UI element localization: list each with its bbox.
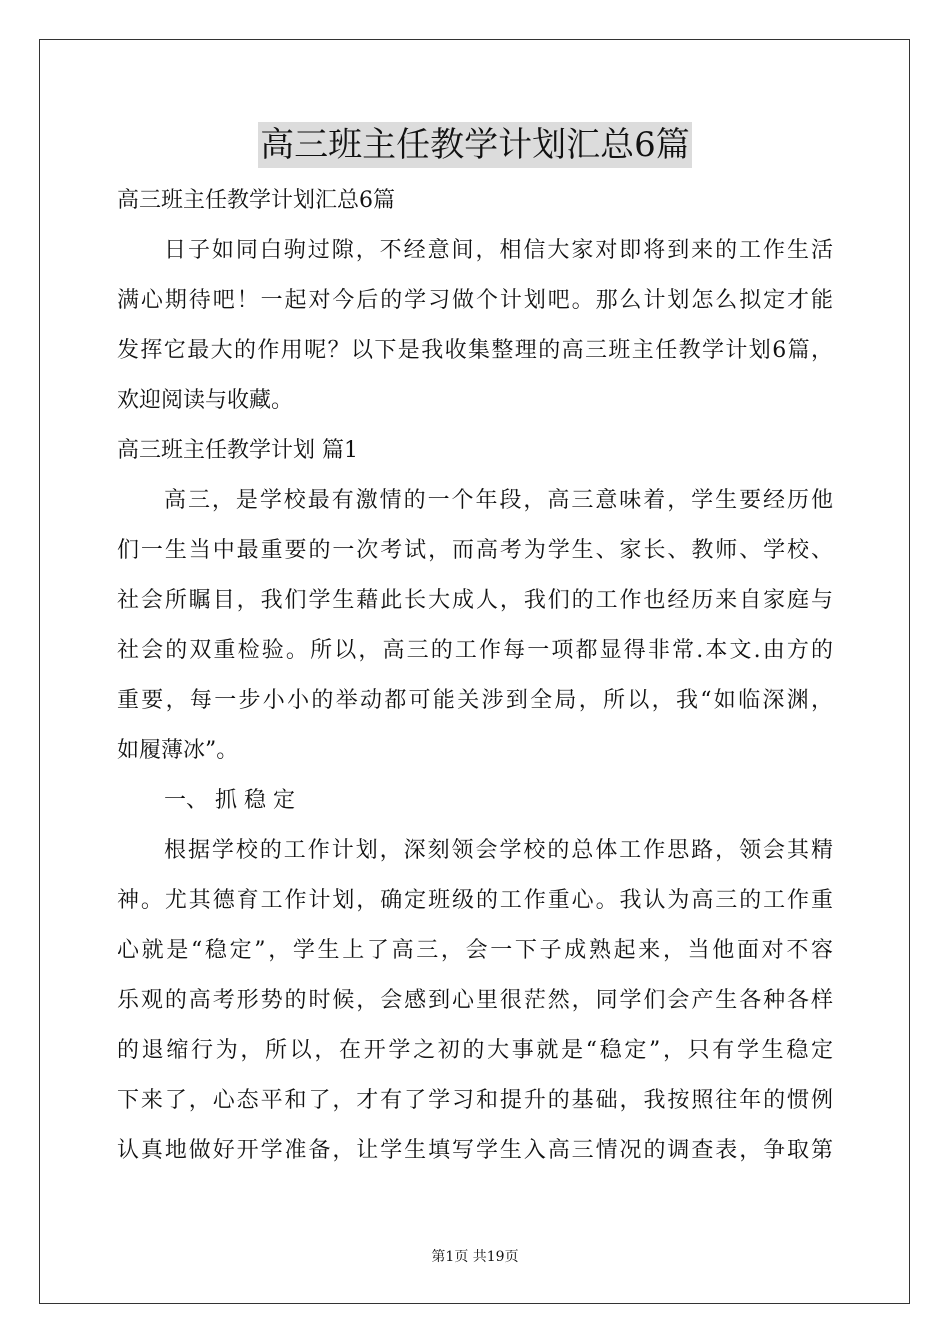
paragraph-line: 重要，每一步小小的举动都可能关涉到全局，所以，我“如临深渊， bbox=[117, 688, 833, 713]
paragraph-line: 欢迎阅读与收藏。 bbox=[117, 388, 294, 413]
paragraph-line: 高三，是学校最有激情的一个年段，高三意味着，学生要经历他 bbox=[164, 488, 833, 513]
subtitle-line: 高三班主任教学计划汇总6篇 bbox=[117, 188, 395, 213]
paragraph-line: 下来了，心态平和了，才有了学习和提升的基础，我按照往年的惯例 bbox=[117, 1088, 833, 1113]
paragraph-line: 满心期待吧！一起对今后的学习做个计划吧。那么计划怎么拟定才能 bbox=[117, 288, 833, 313]
subsection-heading: 一、 抓 稳 定 bbox=[164, 788, 295, 813]
paragraph-line: 神。尤其德育工作计划，确定班级的工作重心。我认为高三的工作重 bbox=[117, 888, 833, 913]
paragraph-line: 日子如同白驹过隙，不经意间，相信大家对即将到来的工作生活 bbox=[164, 238, 833, 263]
paragraph-line: 根据学校的工作计划，深刻领会学校的总体工作思路，领会其精 bbox=[164, 838, 833, 863]
paragraph-line: 们一生当中最重要的一次考试，而高考为学生、家长、教师、学校、 bbox=[117, 538, 833, 563]
paragraph-line: 的退缩行为，所以，在开学之初的大事就是“稳定”，只有学生稳定 bbox=[117, 1038, 833, 1063]
document-title: 高三班主任教学计划汇总6篇 bbox=[258, 122, 692, 168]
paragraph-line: 社会的双重检验。所以，高三的工作每一项都显得非常.本文.由方的 bbox=[117, 638, 833, 663]
paragraph-line: 乐观的高考形势的时候，会感到心里很茫然，同学们会产生各种各样 bbox=[117, 988, 833, 1013]
section-heading: 高三班主任教学计划 篇1 bbox=[117, 438, 358, 463]
page-footer: 第1页 共19页 bbox=[431, 1249, 519, 1265]
paragraph-line: 如履薄冰”。 bbox=[117, 738, 239, 763]
paragraph-line: 发挥它最大的作用呢？以下是我收集整理的高三班主任教学计划6篇， bbox=[117, 338, 833, 363]
title-wrap bbox=[0, 122, 950, 168]
document-body bbox=[117, 176, 833, 1176]
paragraph-line: 心就是“稳定”，学生上了高三，会一下子成熟起来，当他面对不容 bbox=[117, 938, 833, 963]
paragraph-line: 认真地做好开学准备，让学生填写学生入高三情况的调查表，争取第 bbox=[117, 1138, 833, 1163]
paragraph-line: 社会所瞩目，我们学生藉此长大成人，我们的工作也经历来自家庭与 bbox=[117, 588, 833, 613]
